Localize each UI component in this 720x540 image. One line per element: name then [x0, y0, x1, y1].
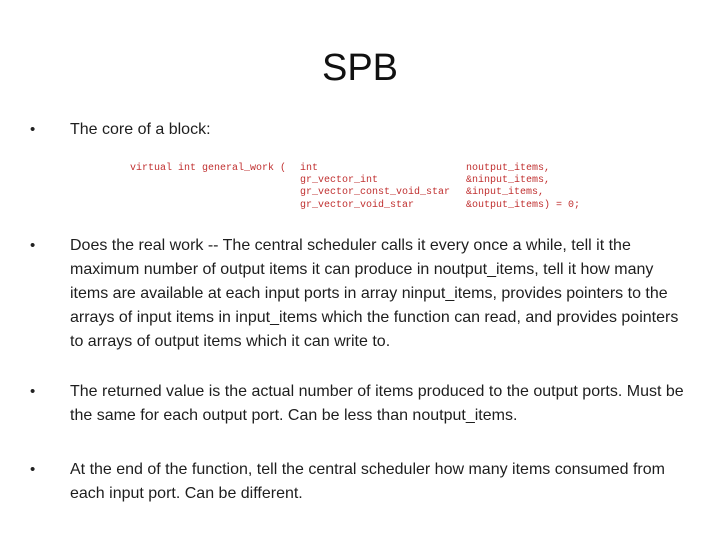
bullet-marker: •: [30, 383, 36, 400]
bullet-text: The returned value is the actual number of items produced to the output ports. Must be the same for each output port. Can be less than noutput_items.: [70, 383, 684, 424]
bullet-item: [30, 458, 690, 506]
code-line: [130, 175, 600, 187]
code-token: gr_vector_void_star: [300, 199, 415, 211]
slide-title: SPB: [321, 47, 399, 89]
code-token: &input_items,: [466, 187, 545, 199]
code-line: [130, 200, 600, 212]
code-token: gr_vector_const_void_star: [300, 187, 451, 199]
code-token: [130, 200, 300, 212]
code-token: gr_vector_int: [300, 175, 379, 187]
code-token: noutput_items,: [466, 163, 551, 174]
bullet-text: At the end of the function, tell the central scheduler how many items consumed from each input port. Can be different.: [70, 461, 665, 502]
bullet-marker: •: [30, 461, 36, 478]
bullet-marker: •: [30, 237, 36, 254]
bullet-item: [30, 234, 690, 354]
code-line: [130, 187, 600, 199]
bullet-marker: •: [30, 121, 36, 138]
code-line: [130, 163, 600, 175]
bullet-text: Does the real work -- The central scheduler calls it every once a while, tell it the maximum number of output items it can produce in noutput_items, tell it how many items are available at each input ports in array ninput_items, provides pointers to the arrays of input items in input_items which the function can read, and provides pointers to arrays of output items which it can write to.: [70, 237, 679, 350]
code-token: &output_items) = 0;: [466, 199, 581, 211]
bullet-text: The core of a block:: [70, 121, 211, 138]
code-token: [130, 187, 300, 199]
bullet-item: [30, 118, 690, 142]
code-token: virtual int general_work (: [130, 163, 287, 174]
code-snippet: [130, 163, 600, 213]
code-token: &ninput_items,: [466, 175, 551, 187]
code-token: [130, 175, 300, 187]
bullet-item: [30, 380, 690, 428]
code-token: int: [300, 163, 319, 174]
